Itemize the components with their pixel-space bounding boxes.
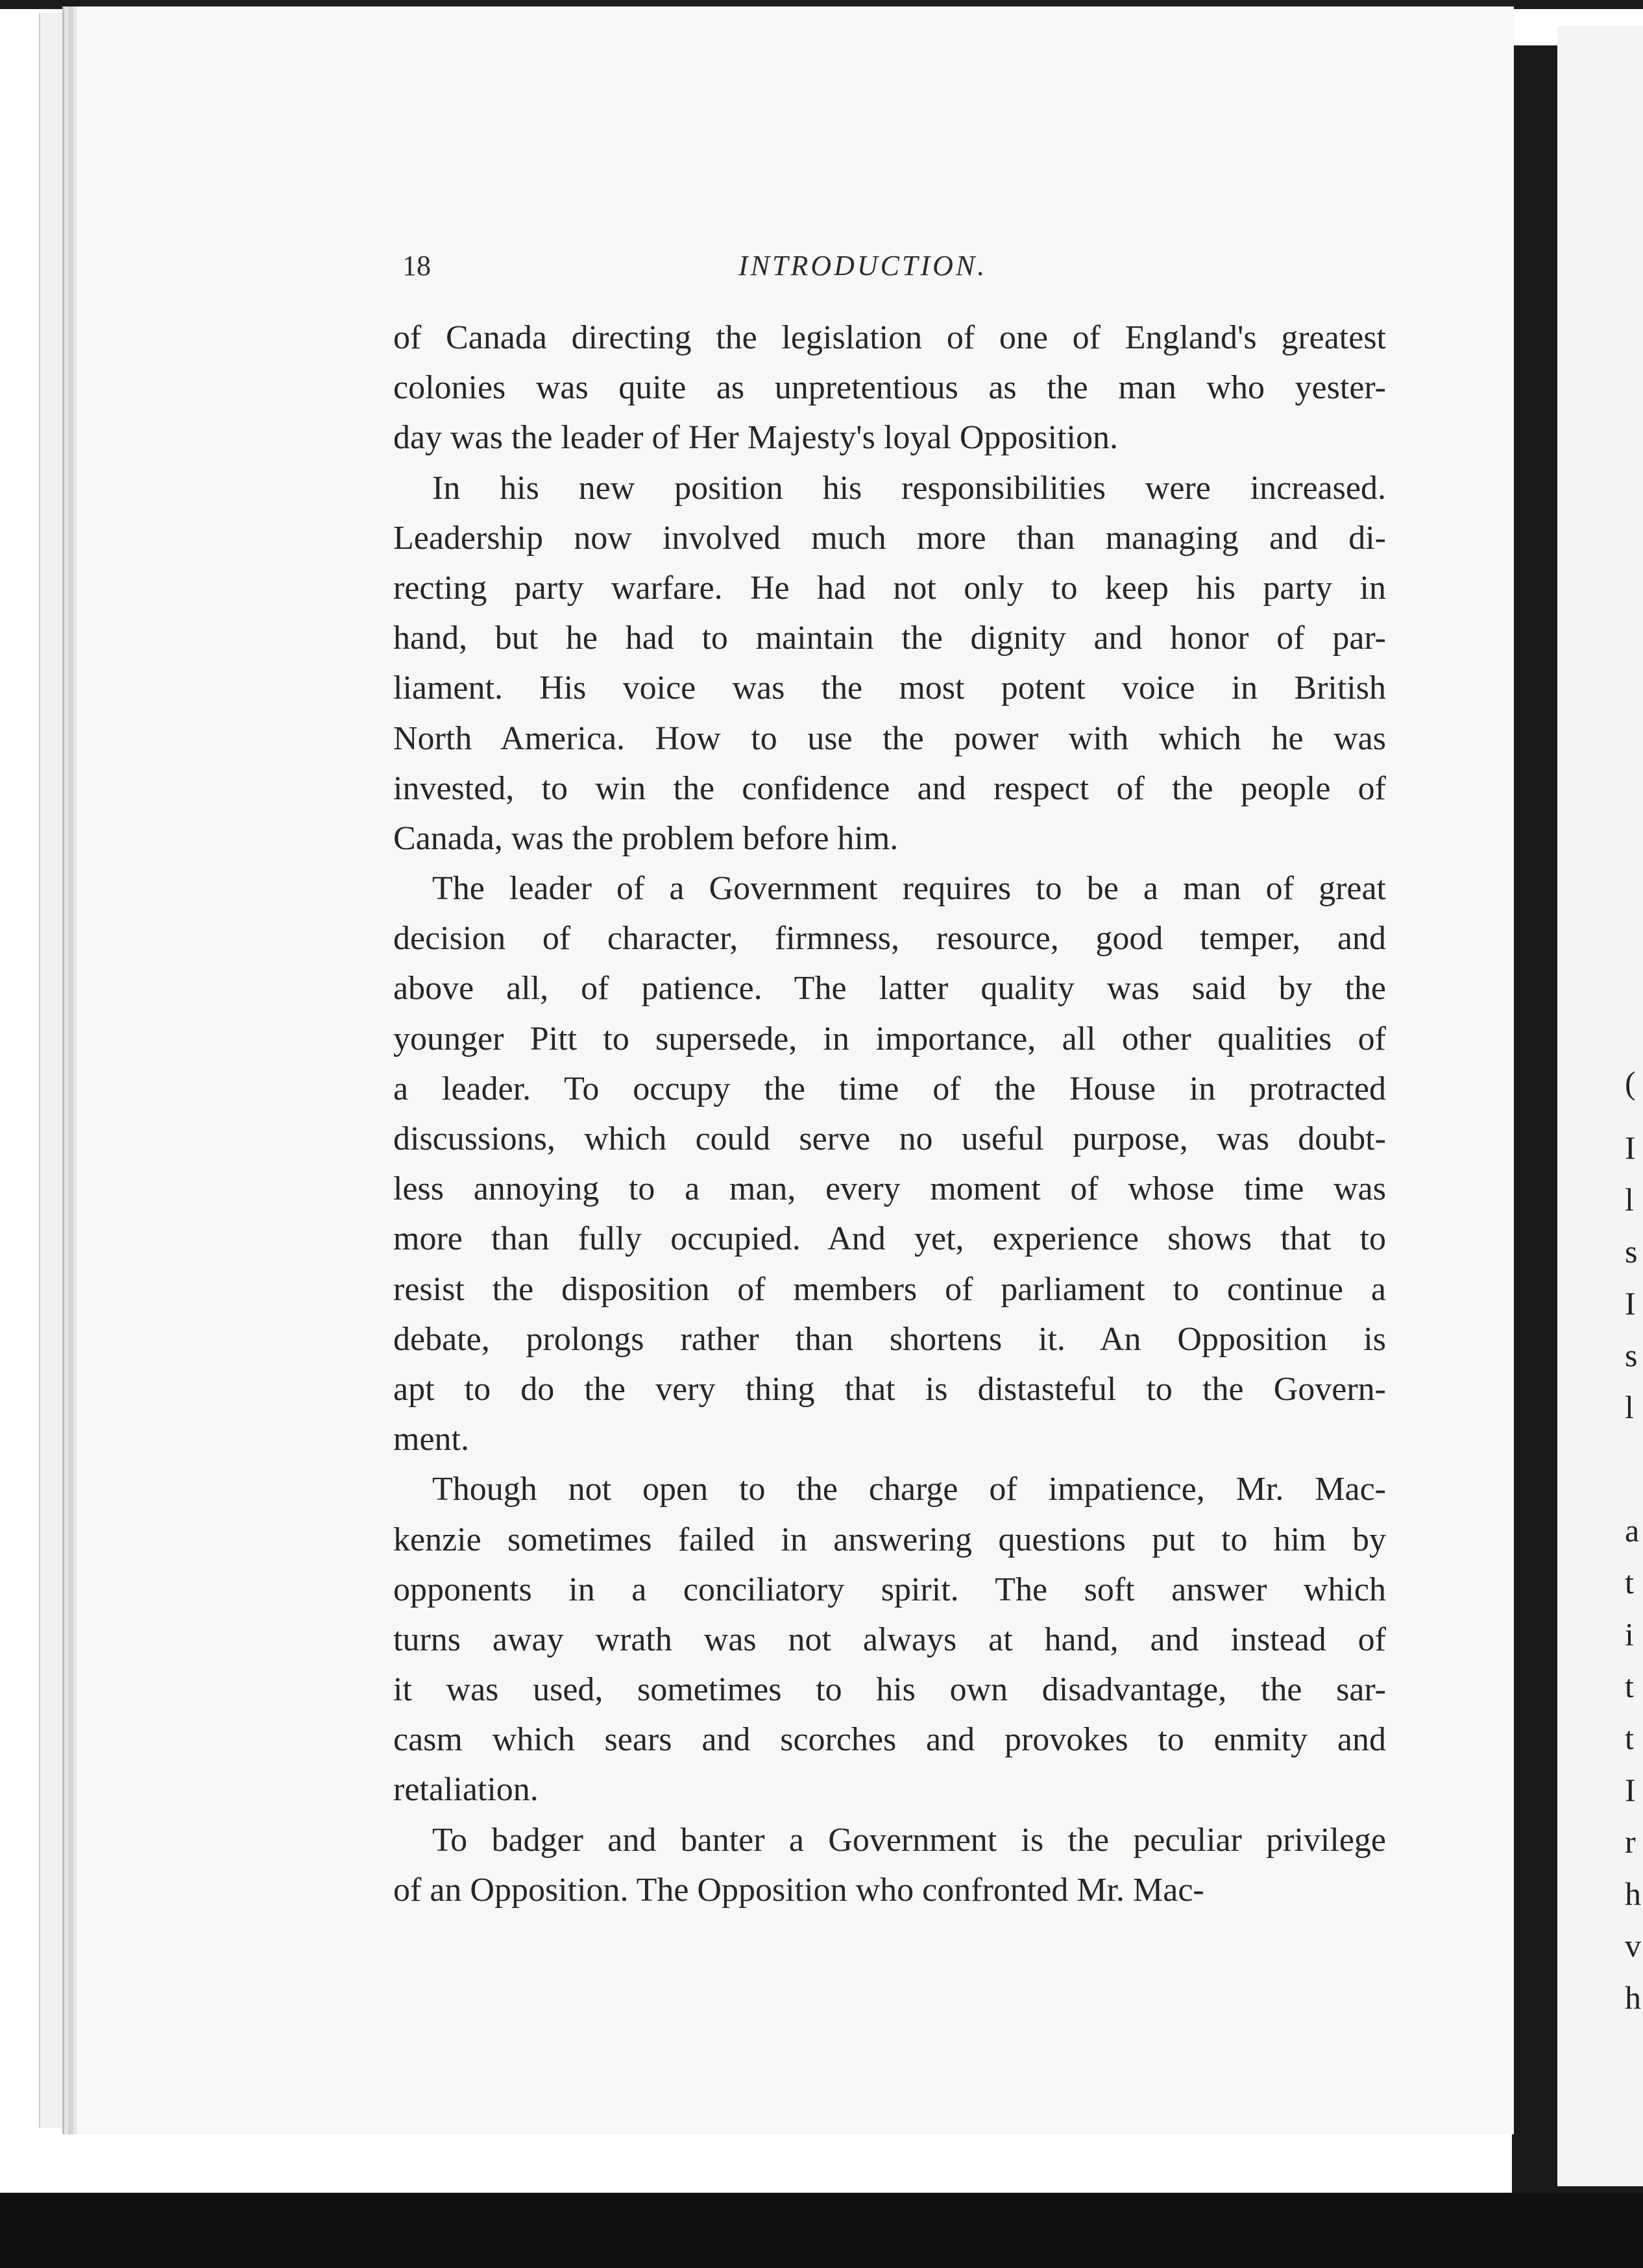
facing-page-letter: t bbox=[1625, 1668, 1634, 1704]
body-text bbox=[393, 313, 1386, 1915]
text-line: invested, to win the confidence and respect of the people of bbox=[393, 769, 1386, 807]
facing-page-letter: h bbox=[1625, 1979, 1641, 2016]
text-line: day was the leader of Her Majesty's loyal Opposition. bbox=[393, 419, 1118, 457]
text-line: recting party warfare. He had not only to keep his party in bbox=[393, 569, 1386, 607]
facing-page-letter: s bbox=[1625, 1337, 1638, 1373]
text-line: younger Pitt to supersede, in importance, all other qualities of bbox=[393, 1020, 1386, 1057]
facing-page-letter: t bbox=[1625, 1720, 1634, 1756]
text-line: liament. His voice was the most potent voice in British bbox=[393, 670, 1386, 707]
text-line: less annoying to a man, every moment of whose time was bbox=[393, 1170, 1386, 1208]
text-line: of an Opposition. The Opposition who confronted Mr. Mac- bbox=[393, 1871, 1204, 1909]
text-line: more than fully occupied. And yet, experience shows that to bbox=[393, 1220, 1386, 1258]
text-line: apt to do the very thing that is distasteful to the Govern- bbox=[393, 1370, 1386, 1408]
running-title: INTRODUCTION. bbox=[738, 250, 988, 282]
text-line: of Canada directing the legislation of one of England's greatest bbox=[393, 319, 1386, 356]
running-head bbox=[402, 249, 1376, 288]
facing-page-edge bbox=[1557, 26, 1643, 2186]
facing-page-letter: ( bbox=[1625, 1065, 1636, 1101]
text-line: retaliation. bbox=[393, 1771, 539, 1809]
text-line: In his new position his responsibilities were increased. bbox=[432, 469, 1386, 507]
text-line: ment. bbox=[393, 1421, 469, 1458]
facing-page-letter: l bbox=[1625, 1181, 1634, 1218]
facing-page-letter: I bbox=[1625, 1129, 1636, 1166]
text-line: Leadership now involved much more than managing and di- bbox=[393, 519, 1386, 557]
text-line: colonies was quite as unpretentious as the man who yester- bbox=[393, 369, 1386, 407]
text-line: opponents in a conciliatory spirit. The soft answer which bbox=[393, 1571, 1386, 1608]
paragraph bbox=[393, 863, 1386, 1464]
facing-page-letter: I bbox=[1625, 1772, 1636, 1808]
paragraph bbox=[393, 1464, 1386, 1815]
facing-page-letter: t bbox=[1625, 1564, 1634, 1600]
text-line: North America. How to use the power with which he was bbox=[393, 719, 1386, 757]
text-line: Canada, was the problem before him. bbox=[393, 819, 899, 857]
paragraph bbox=[393, 313, 1386, 463]
text-line: it was used, sometimes to his own disadvantage, the sar- bbox=[393, 1671, 1386, 1709]
text-line: turns away wrath was not always at hand, and instead of bbox=[393, 1621, 1386, 1658]
text-line: The leader of a Government requires to be a man of great bbox=[432, 870, 1386, 908]
facing-page-letter: i bbox=[1625, 1616, 1634, 1652]
text-line: above all, of patience. The latter quality was said by the bbox=[393, 970, 1386, 1007]
text-line: kenzie sometimes failed in answering questions put to him by bbox=[393, 1521, 1386, 1558]
text-line: To badger and banter a Government is the peculiar privilege bbox=[432, 1821, 1386, 1859]
paragraph bbox=[393, 1815, 1386, 1915]
scan-border-bottom bbox=[0, 2193, 1643, 2268]
text-line: Though not open to the charge of impatience, Mr. Mac- bbox=[432, 1471, 1386, 1508]
facing-page-letter: r bbox=[1625, 1824, 1636, 1860]
facing-page-letter: a bbox=[1625, 1512, 1640, 1549]
text-line: hand, but he had to maintain the dignity and honor of par- bbox=[393, 620, 1386, 657]
paragraph bbox=[393, 463, 1386, 864]
facing-page-letter: l bbox=[1625, 1389, 1634, 1425]
page-number: 18 bbox=[402, 250, 431, 282]
facing-page-letter: I bbox=[1625, 1285, 1636, 1321]
text-line: a leader. To occupy the time of the House in protracted bbox=[393, 1070, 1386, 1107]
text-line: debate, prolongs rather than shortens it. An Opposition is bbox=[393, 1320, 1386, 1358]
facing-page-letter: s bbox=[1625, 1233, 1638, 1270]
text-line: resist the disposition of members of parliament to continue a bbox=[393, 1270, 1386, 1308]
text-line: casm which sears and scorches and provokes to enmity and bbox=[393, 1721, 1386, 1759]
facing-page-letter: v bbox=[1625, 1927, 1641, 1964]
text-line: decision of character, firmness, resource, good temper, and bbox=[393, 920, 1386, 958]
facing-page-letter: h bbox=[1625, 1876, 1641, 1912]
text-line: discussions, which could serve no useful purpose, was doubt- bbox=[393, 1120, 1386, 1157]
